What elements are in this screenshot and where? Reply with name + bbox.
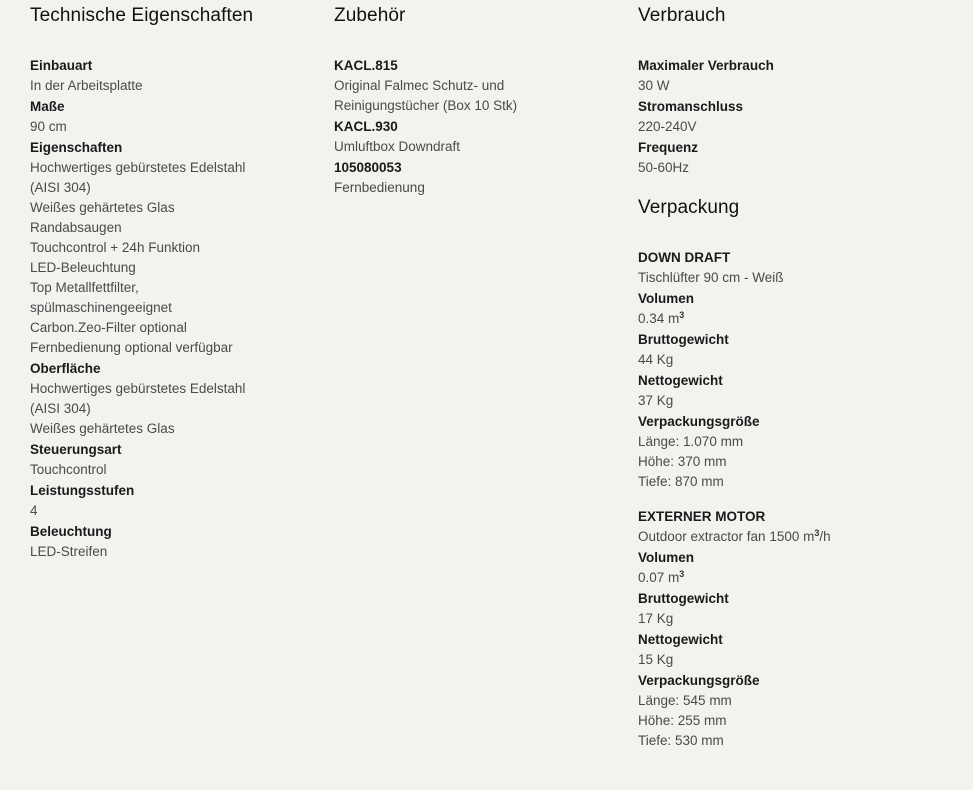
accessory-description: Original Falmec Schutz- und bbox=[334, 78, 505, 93]
spec-value: 50-60Hz bbox=[638, 160, 690, 175]
size-value: Länge: 1.070 mm bbox=[638, 434, 744, 449]
packaging-external-motor bbox=[638, 506, 958, 751]
technical-heading: Technische Eigenschaften bbox=[30, 5, 254, 26]
spec-label: Eigenschaften bbox=[30, 140, 123, 155]
spec-label: Leistungsstufen bbox=[30, 483, 135, 498]
spec-label: Volumen bbox=[638, 550, 695, 565]
spec-value: 17 Kg bbox=[638, 611, 674, 626]
spec-label: Nettogewicht bbox=[638, 373, 723, 388]
cubic-superscript: 3 bbox=[679, 310, 685, 320]
spec-label: Bruttogewicht bbox=[638, 332, 729, 347]
cubic-superscript: 3 bbox=[679, 569, 685, 579]
accessory-code: 105080053 bbox=[334, 160, 402, 175]
spec-value: 4 bbox=[30, 503, 38, 518]
volume-value bbox=[638, 568, 958, 588]
spec-value: Fernbedienung optional verfügbar bbox=[30, 340, 233, 355]
spec-value: Touchcontrol bbox=[30, 462, 107, 477]
size-value: Tiefe: 530 mm bbox=[638, 733, 724, 748]
size-value: Höhe: 370 mm bbox=[638, 454, 727, 469]
technical-column bbox=[30, 4, 320, 562]
consumption-heading: Verbrauch bbox=[638, 5, 726, 26]
package-title: EXTERNER MOTOR bbox=[638, 509, 766, 524]
spec-value: Top Metallfettfilter, bbox=[30, 280, 139, 295]
spec-label: Maximaler Verbrauch bbox=[638, 58, 774, 73]
spec-label: Stromanschluss bbox=[638, 99, 744, 114]
spec-label: Verpackungsgröße bbox=[638, 414, 760, 429]
spec-value: (AISI 304) bbox=[30, 401, 91, 416]
spec-value: spülmaschinengeeignet bbox=[30, 300, 172, 315]
spec-value: 15 Kg bbox=[638, 652, 674, 667]
packaging-heading: Verpackung bbox=[638, 197, 740, 218]
spec-label: Verpackungsgröße bbox=[638, 673, 760, 688]
accessory-code: KACL.815 bbox=[334, 58, 398, 73]
accessory-code: KACL.930 bbox=[334, 119, 398, 134]
package-title: DOWN DRAFT bbox=[638, 250, 731, 265]
size-value: Tiefe: 870 mm bbox=[638, 474, 724, 489]
accessory-description: Reinigungstücher (Box 10 Stk) bbox=[334, 98, 518, 113]
spec-value: Weißes gehärtetes Glas bbox=[30, 421, 175, 436]
spec-value: In der Arbeitsplatte bbox=[30, 78, 143, 93]
accessory-description: Umluftbox Downdraft bbox=[334, 139, 461, 154]
spec-label: Frequenz bbox=[638, 140, 699, 155]
spec-value: 90 cm bbox=[30, 119, 67, 134]
spec-label: Einbauart bbox=[30, 58, 93, 73]
package-description: Tischlüfter 90 cm - Weiß bbox=[638, 270, 784, 285]
spec-value: 37 Kg bbox=[638, 393, 674, 408]
spec-label: Nettogewicht bbox=[638, 632, 723, 647]
consumption-packaging-column bbox=[638, 4, 958, 751]
spec-value: Hochwertiges gebürstetes Edelstahl bbox=[30, 381, 246, 396]
spec-value: Weißes gehärtetes Glas bbox=[30, 200, 175, 215]
spec-value: Hochwertiges gebürstetes Edelstahl bbox=[30, 160, 246, 175]
spec-value: LED-Beleuchtung bbox=[30, 260, 136, 275]
consumption-list bbox=[638, 55, 958, 178]
spec-value: LED-Streifen bbox=[30, 544, 108, 559]
spec-value: Randabsaugen bbox=[30, 220, 122, 235]
accessories-column bbox=[334, 4, 624, 198]
packaging-down-draft bbox=[638, 247, 958, 492]
description-suffix: /h bbox=[819, 529, 831, 544]
accessories-heading: Zubehör bbox=[334, 5, 406, 26]
spec-label: Oberfläche bbox=[30, 361, 101, 376]
size-value: Länge: 545 mm bbox=[638, 693, 732, 708]
spec-label: Steuerungsart bbox=[30, 442, 122, 457]
description-prefix: Outdoor extractor fan 1500 m bbox=[638, 529, 815, 544]
cubic-superscript: 3 bbox=[814, 528, 820, 538]
volume-value bbox=[638, 309, 958, 329]
volume-number: 0.07 m bbox=[638, 570, 680, 585]
accessories-list bbox=[334, 55, 624, 198]
package-description bbox=[638, 527, 958, 547]
spec-label: Beleuchtung bbox=[30, 524, 112, 539]
spec-value: 220-240V bbox=[638, 119, 697, 134]
spec-label: Bruttogewicht bbox=[638, 591, 729, 606]
accessory-description: Fernbedienung bbox=[334, 180, 425, 195]
spec-label: Maße bbox=[30, 99, 65, 114]
size-value: Höhe: 255 mm bbox=[638, 713, 727, 728]
volume-number: 0.34 m bbox=[638, 311, 680, 326]
spec-label: Volumen bbox=[638, 291, 695, 306]
spec-value: 30 W bbox=[638, 78, 670, 93]
spec-value: (AISI 304) bbox=[30, 180, 91, 195]
spec-value: Carbon.Zeo-Filter optional bbox=[30, 320, 187, 335]
spec-value: Touchcontrol + 24h Funktion bbox=[30, 240, 200, 255]
spec-value: 44 Kg bbox=[638, 352, 674, 367]
technical-list bbox=[30, 55, 320, 562]
